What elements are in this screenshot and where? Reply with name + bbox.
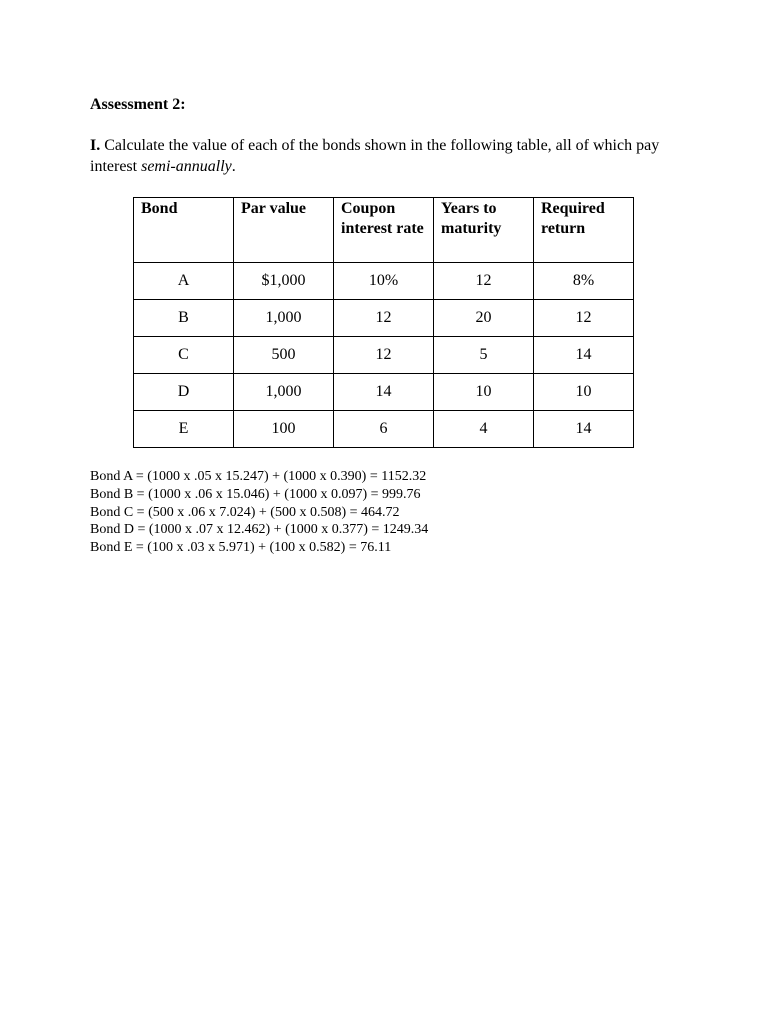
question-end: .: [231, 158, 236, 175]
assessment-heading: Assessment 2:: [90, 96, 186, 113]
table-row: [134, 374, 634, 411]
cell-coupon-rate: 12: [334, 300, 434, 337]
table-row: [134, 300, 634, 337]
question-emphasis: semi-annually: [141, 158, 232, 175]
cell-required-return: 14: [534, 411, 634, 448]
calculation-line: Bond D = (1000 x .07 x 12.462) + (1000 x 0.377) = 1249.34: [90, 522, 429, 538]
header-required-return: Required return: [534, 198, 634, 263]
cell-par-value: 1,000: [234, 300, 334, 337]
cell-bond: C: [134, 337, 234, 374]
cell-par-value: $1,000: [234, 263, 334, 300]
cell-required-return: 8%: [534, 263, 634, 300]
header-par-value: Par value: [234, 198, 334, 263]
cell-coupon-rate: 14: [334, 374, 434, 411]
header-bond: Bond: [134, 198, 234, 263]
table-row: [134, 337, 634, 374]
cell-par-value: 1,000: [234, 374, 334, 411]
table-row: [134, 411, 634, 448]
table-row: [134, 263, 634, 300]
cell-years-to-maturity: 20: [434, 300, 534, 337]
calculation-line: Bond C = (500 x .06 x 7.024) + (500 x 0.508) = 464.72: [90, 504, 400, 520]
cell-bond: B: [134, 300, 234, 337]
cell-years-to-maturity: 5: [434, 337, 534, 374]
cell-years-to-maturity: 10: [434, 374, 534, 411]
calculation-list: [90, 468, 428, 557]
cell-coupon-rate: 10%: [334, 263, 434, 300]
question-body: Calculate the value of each of the bonds shown in the following table, all of which pay interest: [90, 137, 660, 175]
calculation-line: Bond B = (1000 x .06 x 15.046) + (1000 x 0.097) = 999.76: [90, 486, 421, 502]
cell-required-return: 14: [534, 337, 634, 374]
cell-coupon-rate: 12: [334, 337, 434, 374]
cell-par-value: 500: [234, 337, 334, 374]
cell-years-to-maturity: 4: [434, 411, 534, 448]
header-years-to-maturity: Years to maturity: [434, 198, 534, 263]
cell-required-return: 10: [534, 374, 634, 411]
cell-required-return: 12: [534, 300, 634, 337]
cell-bond: D: [134, 374, 234, 411]
calculation-line: Bond A = (1000 x .05 x 15.247) + (1000 x 0.390) = 1152.32: [90, 469, 427, 484]
cell-years-to-maturity: 12: [434, 263, 534, 300]
cell-bond: E: [134, 411, 234, 448]
cell-coupon-rate: 6: [334, 411, 434, 448]
cell-par-value: 100: [234, 411, 334, 448]
question-text: [90, 135, 670, 177]
cell-bond: A: [134, 263, 234, 300]
header-coupon-rate: Coupon interest rate: [334, 198, 434, 263]
calculation-line: Bond E = (100 x .03 x 5.971) + (100 x 0.582) = 76.11: [90, 540, 392, 556]
question-number: I.: [90, 137, 101, 154]
bond-table-header-row: [134, 198, 634, 263]
bond-table: [133, 197, 634, 448]
